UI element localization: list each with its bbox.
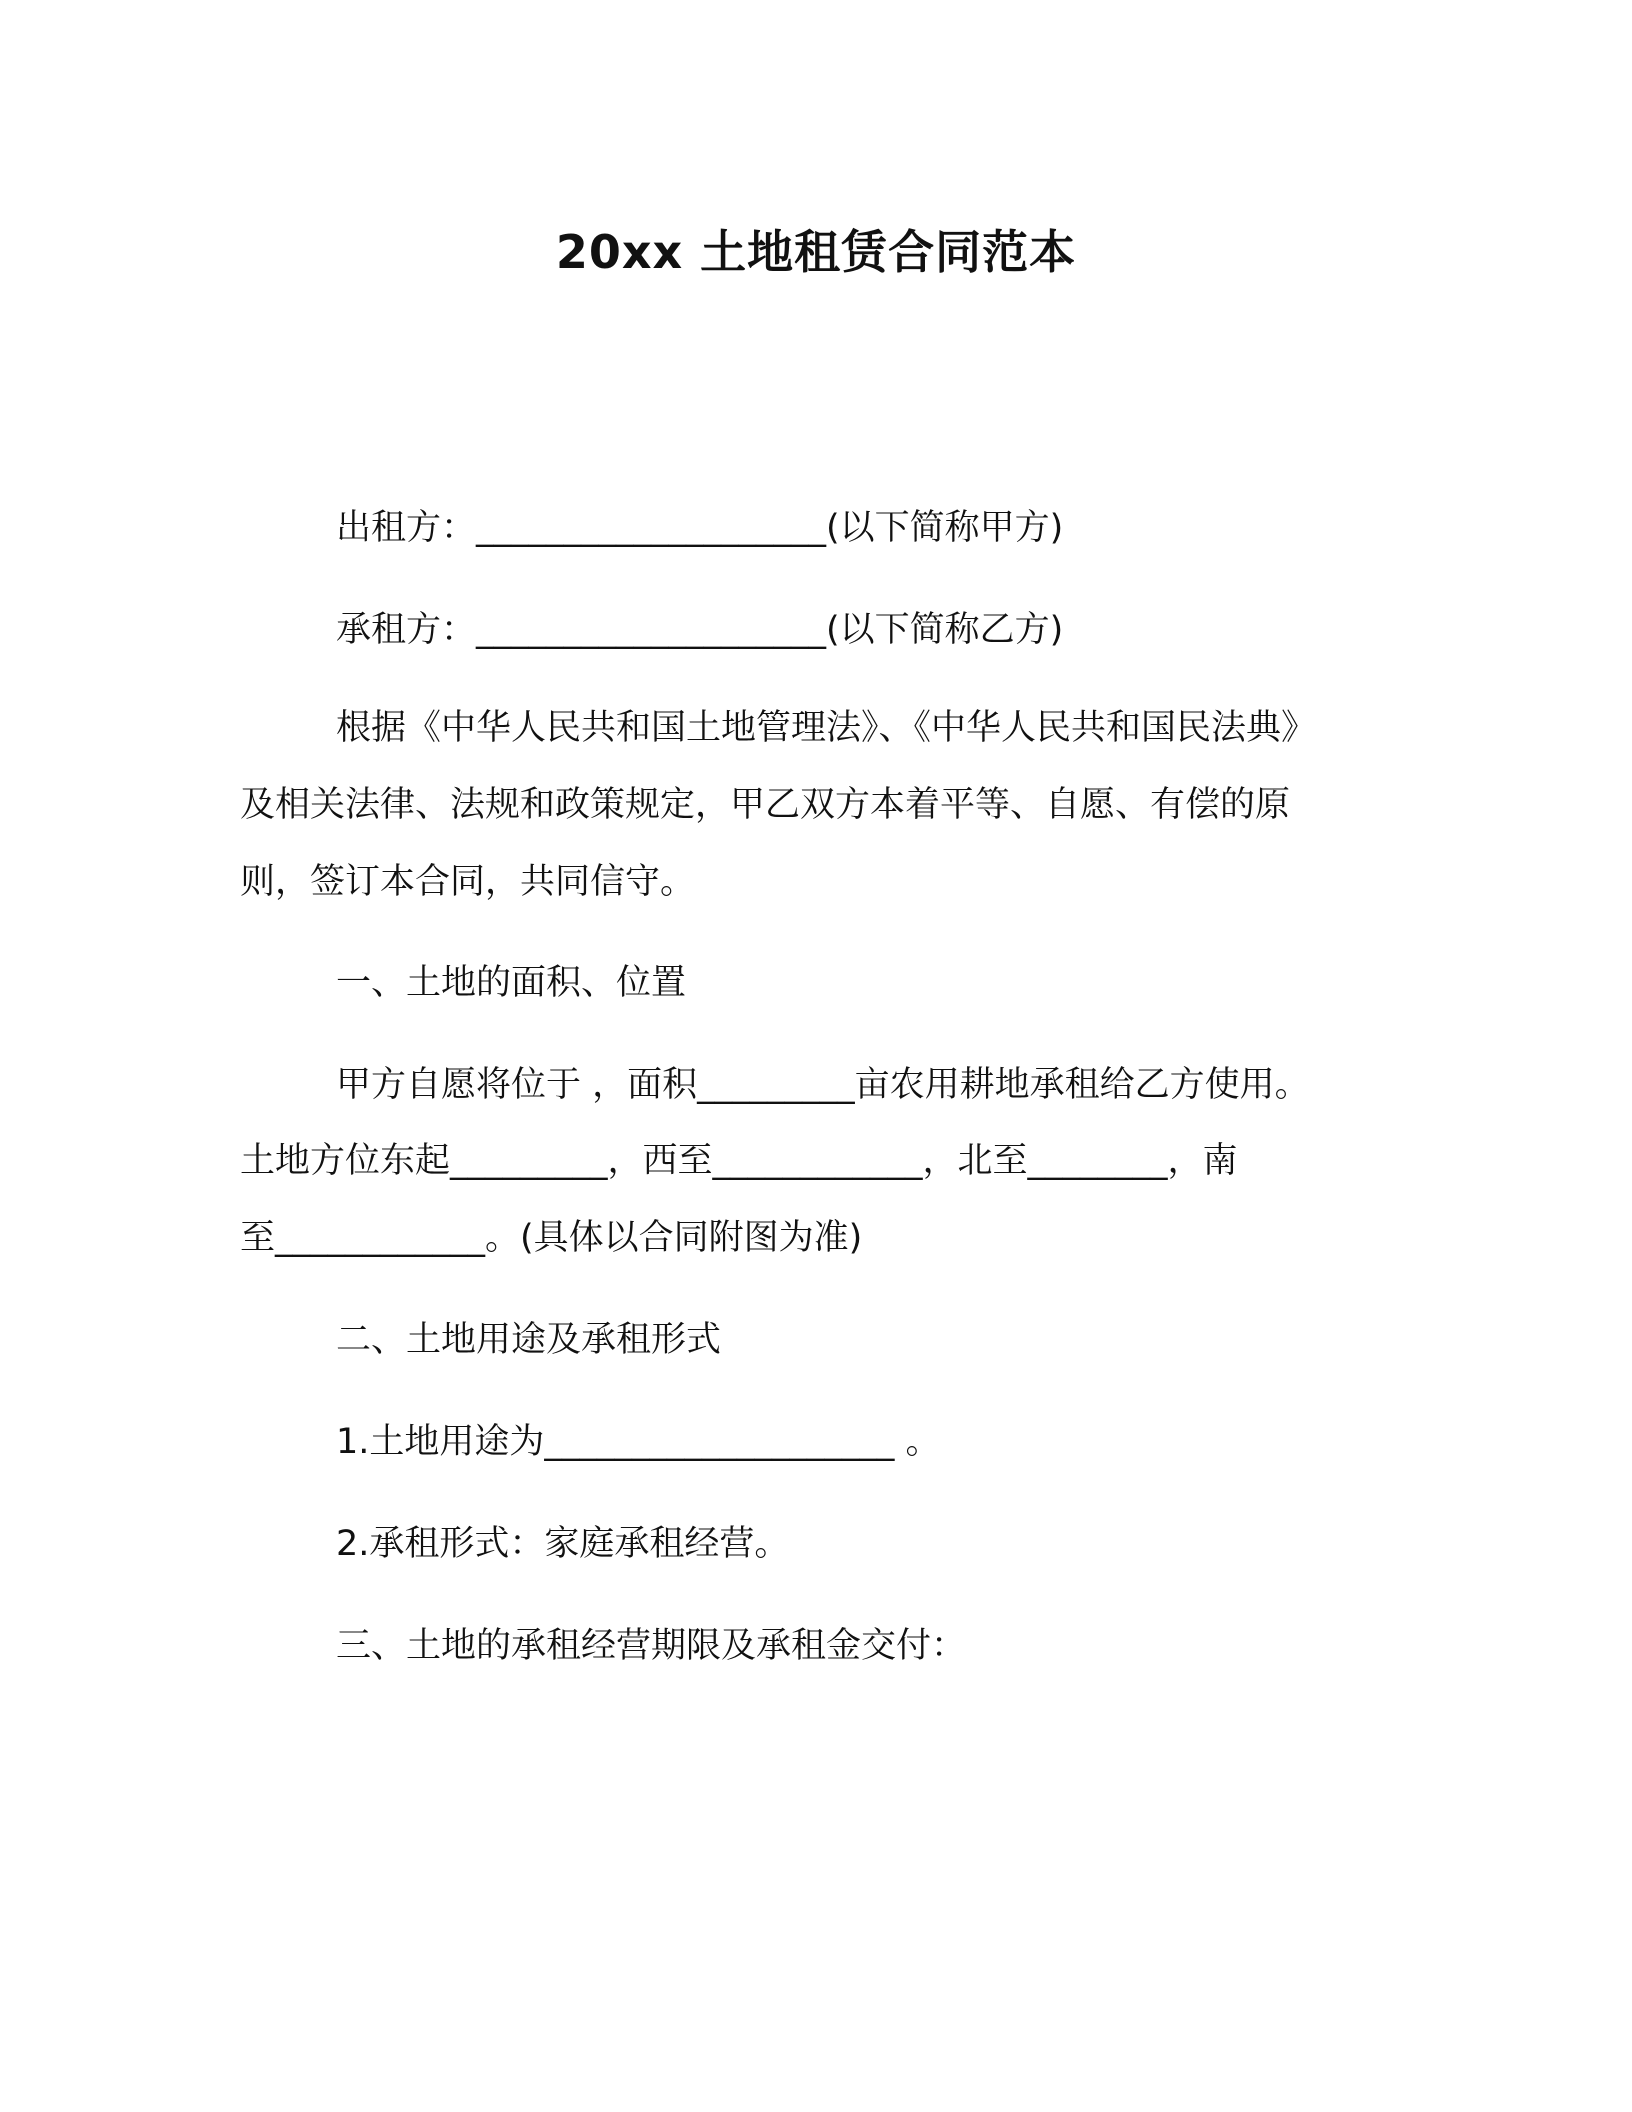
section-2-item-2: 2.承租形式：家庭承租经营。 — [336, 1524, 790, 1564]
preamble-line-2: 及相关法律、法规和政策规定，甲乙双方本着平等、自愿、有偿的原 — [240, 785, 1291, 825]
preamble-line-1: 根据《中华人民共和国土地管理法》、《中华人民共和国民法典》 — [336, 708, 1317, 748]
document-title: 20xx 土地租赁合同范本 — [555, 225, 1077, 279]
lessor-line: 出租方：____________________(以下简称甲方) — [336, 508, 1064, 548]
section-1-line-3: 至____________。(具体以合同附图为准) — [240, 1218, 863, 1258]
lessee-line: 承租方：____________________(以下简称乙方) — [336, 610, 1064, 650]
section-3-heading: 三、土地的承租经营期限及承租金交付： — [336, 1626, 967, 1666]
section-1-line-2: 土地方位东起_________，西至____________，北至________，南 — [240, 1141, 1238, 1181]
section-1-heading: 一、土地的面积、位置 — [336, 963, 687, 1003]
section-2-item-1: 1.土地用途为____________________ 。 — [336, 1422, 941, 1462]
section-2-heading: 二、土地用途及承租形式 — [336, 1320, 722, 1360]
section-1-line-1: 甲方自愿将位于 ，面积_________亩农用耕地承租给乙方使用。 — [336, 1065, 1310, 1105]
preamble-line-3: 则，签订本合同，共同信守。 — [240, 862, 696, 902]
